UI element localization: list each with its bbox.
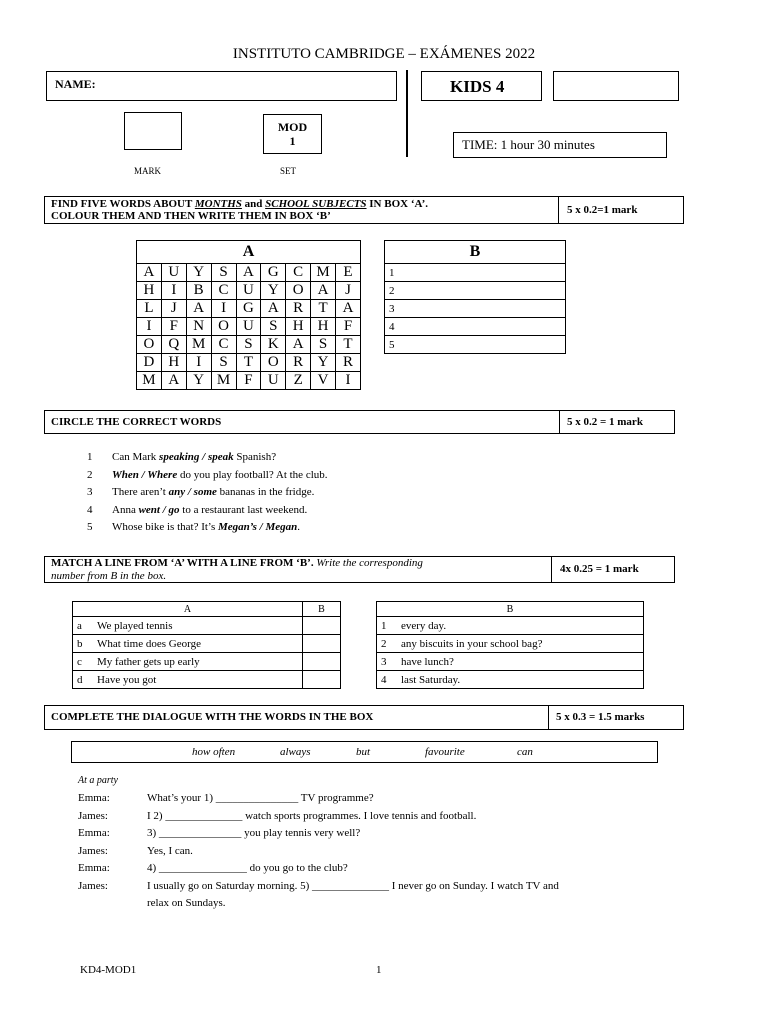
dialogue-line[interactable]: relax on Sundays. bbox=[147, 897, 226, 909]
word-choice: When / Where bbox=[112, 468, 178, 481]
grid-cell[interactable]: T bbox=[336, 336, 361, 354]
grid-cell[interactable]: T bbox=[236, 354, 261, 372]
grid-cell[interactable]: G bbox=[261, 264, 286, 282]
match-text: any biscuits in your school bag? bbox=[397, 635, 644, 653]
match-row-b bbox=[377, 653, 644, 671]
box-a-label: A bbox=[137, 241, 361, 264]
level-label: KIDS 4 bbox=[450, 77, 505, 96]
match-table-b bbox=[376, 601, 644, 689]
speaker: James: bbox=[78, 879, 108, 892]
grid-cell[interactable]: H bbox=[311, 318, 336, 336]
grid-cell[interactable]: Y bbox=[186, 372, 211, 390]
time-label: TIME: 1 hour 30 minutes bbox=[462, 137, 595, 152]
match-row-b bbox=[377, 671, 644, 689]
word-choice: Megan’s / Megan bbox=[218, 521, 298, 533]
grid-cell[interactable]: A bbox=[236, 264, 261, 282]
circle-question[interactable]: Whose bike is that? It’s Megan’s / Megan. bbox=[112, 521, 301, 533]
box-b-answer-line[interactable]: 5 bbox=[385, 336, 566, 354]
grid-cell[interactable]: S bbox=[311, 336, 336, 354]
match-answer-box[interactable] bbox=[303, 671, 341, 689]
name-field[interactable] bbox=[46, 71, 397, 101]
grid-row bbox=[137, 372, 361, 390]
header-divider bbox=[406, 70, 408, 157]
word-box bbox=[71, 741, 658, 763]
grid-cell[interactable]: M bbox=[186, 336, 211, 354]
grid-cell[interactable]: S bbox=[211, 264, 236, 282]
dialogue-line[interactable]: I 2) ______________ watch sports programmes. I love tennis and football. bbox=[147, 809, 477, 822]
dialogue-line[interactable]: 3) _______________ you play tennis very well? bbox=[147, 827, 361, 839]
grid-cell[interactable]: R bbox=[336, 354, 361, 372]
grid-cell[interactable]: G bbox=[236, 300, 261, 318]
grid-cell[interactable]: E bbox=[336, 264, 361, 282]
match-row-a bbox=[73, 635, 341, 653]
word-4: favourite bbox=[425, 746, 465, 758]
grid-cell[interactable]: U bbox=[236, 282, 261, 300]
circle-question[interactable]: There aren’t any / some bananas in the fridge. bbox=[112, 486, 315, 498]
dialogue-line[interactable]: What’s your 1) _______________ TV programme? bbox=[147, 792, 374, 804]
dialogue-line[interactable]: 4) ________________ do you go to the club? bbox=[147, 862, 348, 874]
time-box bbox=[453, 132, 667, 158]
grid-cell[interactable]: F bbox=[336, 318, 361, 336]
grid-cell[interactable]: A bbox=[186, 300, 211, 318]
question-number: 5 bbox=[87, 521, 93, 533]
match-row-a bbox=[73, 653, 341, 671]
section1-header bbox=[44, 196, 684, 224]
box-b-answers bbox=[384, 240, 566, 354]
grid-cell[interactable]: A bbox=[137, 264, 162, 282]
grid-cell[interactable]: I bbox=[211, 300, 236, 318]
question-number: 4 bbox=[87, 503, 93, 516]
grid-cell[interactable]: S bbox=[211, 354, 236, 372]
page-number: 1 bbox=[376, 964, 382, 976]
match-text: last Saturday. bbox=[397, 671, 644, 689]
grid-cell[interactable]: O bbox=[261, 354, 286, 372]
section4-header bbox=[44, 705, 684, 730]
match-key: 1 bbox=[377, 617, 398, 635]
grid-cell[interactable]: A bbox=[286, 336, 311, 354]
grid-cell[interactable]: B bbox=[186, 282, 211, 300]
section3-header bbox=[44, 556, 675, 583]
grid-cell[interactable]: C bbox=[211, 282, 236, 300]
grid-cell[interactable]: Y bbox=[186, 264, 211, 282]
match-answer-box[interactable] bbox=[303, 635, 341, 653]
question-number: 3 bbox=[87, 486, 93, 498]
name-label: NAME: bbox=[55, 77, 96, 91]
match-row-b bbox=[377, 635, 644, 653]
grid-cell[interactable]: A bbox=[336, 300, 361, 318]
grid-cell[interactable]: U bbox=[161, 264, 186, 282]
grid-cell[interactable]: M bbox=[211, 372, 236, 390]
grid-cell[interactable]: S bbox=[236, 336, 261, 354]
grid-row bbox=[137, 264, 361, 282]
grid-cell[interactable]: F bbox=[161, 318, 186, 336]
level-answer-box[interactable] bbox=[553, 71, 679, 101]
grid-cell[interactable]: K bbox=[261, 336, 286, 354]
match-key: b bbox=[73, 635, 94, 653]
footer-code: KD4-MOD1 bbox=[80, 964, 137, 976]
match-key: a bbox=[73, 617, 94, 635]
grid-cell[interactable]: C bbox=[286, 264, 311, 282]
circle-question[interactable]: When / Where do you play football? At the club. bbox=[112, 468, 328, 481]
match-text: have lunch? bbox=[397, 653, 644, 671]
grid-cell[interactable]: R bbox=[286, 300, 311, 318]
grid-row bbox=[137, 300, 361, 318]
grid-cell[interactable]: N bbox=[186, 318, 211, 336]
dialogue-line[interactable]: Yes, I can. bbox=[147, 844, 193, 857]
dialogue-line[interactable]: I usually go on Saturday morning. 5) ______________ I never go on Sunday. I watch TV and bbox=[147, 879, 559, 892]
match-row-a bbox=[73, 671, 341, 689]
match-key: 3 bbox=[377, 653, 398, 671]
box-b-label: B bbox=[385, 241, 566, 264]
section2-header bbox=[44, 410, 675, 434]
grid-cell[interactable]: J bbox=[161, 300, 186, 318]
speaker: Emma: bbox=[78, 827, 110, 839]
grid-row bbox=[137, 282, 361, 300]
section1-instructions: FIND FIVE WORDS ABOUT MONTHS and SCHOOL SUBJECTS IN BOX ‘A’. COLOUR THEM AND THEN WRITE THEM IN BOX ‘B’ bbox=[51, 198, 429, 222]
speaker: Emma: bbox=[78, 862, 110, 874]
match-table-a bbox=[72, 601, 341, 689]
grid-cell[interactable]: U bbox=[236, 318, 261, 336]
grid-cell[interactable]: M bbox=[311, 264, 336, 282]
match-col-b-header: B bbox=[303, 602, 341, 617]
grid-cell[interactable]: H bbox=[137, 282, 162, 300]
set-label: SET bbox=[280, 166, 297, 176]
grid-cell[interactable]: M bbox=[137, 372, 162, 390]
grid-cell[interactable]: T bbox=[311, 300, 336, 318]
match-answer-box[interactable] bbox=[303, 617, 341, 635]
section2-instructions: CIRCLE THE CORRECT WORDS bbox=[51, 416, 222, 428]
grid-cell[interactable]: I bbox=[336, 372, 361, 390]
word-search-grid bbox=[136, 240, 361, 390]
match-text: Have you got bbox=[93, 671, 303, 689]
grid-cell[interactable]: O bbox=[211, 318, 236, 336]
match-key: c bbox=[73, 653, 94, 671]
box-b-answer-line[interactable]: 3 bbox=[385, 300, 566, 318]
match-text: every day. bbox=[397, 617, 644, 635]
grid-cell[interactable]: F bbox=[236, 372, 261, 390]
mod-line2: 1 bbox=[289, 134, 296, 148]
grid-row bbox=[137, 354, 361, 372]
grid-cell[interactable]: C bbox=[211, 336, 236, 354]
section4-score: 5 x 0.3 = 1.5 marks bbox=[556, 711, 645, 723]
match-text: We played tennis bbox=[93, 617, 303, 635]
match-key: 4 bbox=[377, 671, 398, 689]
grid-cell[interactable]: A bbox=[161, 372, 186, 390]
speaker: James: bbox=[78, 809, 108, 822]
grid-cell[interactable]: Y bbox=[261, 282, 286, 300]
match-row-b bbox=[377, 617, 644, 635]
grid-cell[interactable]: O bbox=[137, 336, 162, 354]
word-3: but bbox=[356, 746, 371, 758]
section1-score: 5 x 0.2=1 mark bbox=[567, 204, 638, 216]
grid-cell[interactable]: H bbox=[286, 318, 311, 336]
match-key: 2 bbox=[377, 635, 398, 653]
word-choice: speaking / speak bbox=[159, 451, 234, 463]
word-choice: any / some bbox=[168, 486, 217, 498]
word-1: how often bbox=[192, 746, 236, 758]
match-col-a: A bbox=[73, 602, 303, 617]
section4-instructions: COMPLETE THE DIALOGUE WITH THE WORDS IN THE BOX bbox=[51, 711, 374, 723]
circle-question[interactable]: Can Mark speaking / speak Spanish? bbox=[112, 451, 277, 463]
box-b-answer-line[interactable]: 2 bbox=[385, 282, 566, 300]
box-b-answer-line[interactable]: 4 bbox=[385, 318, 566, 336]
grid-cell[interactable]: V bbox=[311, 372, 336, 390]
mark-box[interactable] bbox=[124, 112, 182, 150]
circle-question[interactable]: Anna went / go to a restaurant last weekend. bbox=[112, 503, 308, 516]
section3-instructions: MATCH A LINE FROM ‘A’ WITH A LINE FROM ‘B’. Write the corresponding number from B in the box. bbox=[51, 557, 423, 582]
section2-score: 5 x 0.2 = 1 mark bbox=[567, 416, 643, 428]
grid-cell[interactable]: J bbox=[336, 282, 361, 300]
grid-row bbox=[137, 318, 361, 336]
match-row-a bbox=[73, 617, 341, 635]
speaker: Emma: bbox=[78, 792, 110, 804]
grid-cell[interactable]: I bbox=[186, 354, 211, 372]
grid-cell[interactable]: A bbox=[261, 300, 286, 318]
grid-cell[interactable]: S bbox=[261, 318, 286, 336]
match-text: My father gets up early bbox=[93, 653, 303, 671]
grid-cell[interactable]: D bbox=[137, 354, 162, 372]
grid-cell[interactable]: O bbox=[286, 282, 311, 300]
grid-cell[interactable]: R bbox=[286, 354, 311, 372]
grid-cell[interactable]: H bbox=[161, 354, 186, 372]
grid-cell[interactable]: Y bbox=[311, 354, 336, 372]
mod-line1: MOD bbox=[277, 120, 308, 134]
question-number: 2 bbox=[87, 468, 93, 481]
level-box bbox=[421, 71, 542, 101]
grid-cell[interactable]: L bbox=[137, 300, 162, 318]
match-answer-box[interactable] bbox=[303, 653, 341, 671]
match-b-col: B bbox=[377, 602, 644, 617]
grid-cell[interactable]: Z bbox=[286, 372, 311, 390]
grid-cell[interactable]: A bbox=[311, 282, 336, 300]
speaker: James: bbox=[78, 844, 108, 857]
mod-box bbox=[263, 114, 322, 154]
match-key: d bbox=[73, 671, 94, 689]
question-number: 1 bbox=[87, 451, 93, 463]
word-5: can bbox=[517, 746, 533, 758]
box-b-answer-line[interactable]: 1 bbox=[385, 264, 566, 282]
dialogue-setting: At a party bbox=[78, 775, 118, 786]
grid-cell[interactable]: Q bbox=[161, 336, 186, 354]
word-2: always bbox=[280, 746, 311, 758]
page-title: INSTITUTO CAMBRIDGE – EXÁMENES 2022 bbox=[232, 46, 536, 62]
grid-row bbox=[137, 336, 361, 354]
grid-cell[interactable]: U bbox=[261, 372, 286, 390]
grid-cell[interactable]: I bbox=[137, 318, 162, 336]
section3-score: 4x 0.25 = 1 mark bbox=[560, 563, 639, 575]
mark-label: MARK bbox=[134, 166, 162, 176]
grid-cell[interactable]: I bbox=[161, 282, 186, 300]
match-text: What time does George bbox=[93, 635, 303, 653]
word-choice: went / go bbox=[138, 503, 180, 516]
